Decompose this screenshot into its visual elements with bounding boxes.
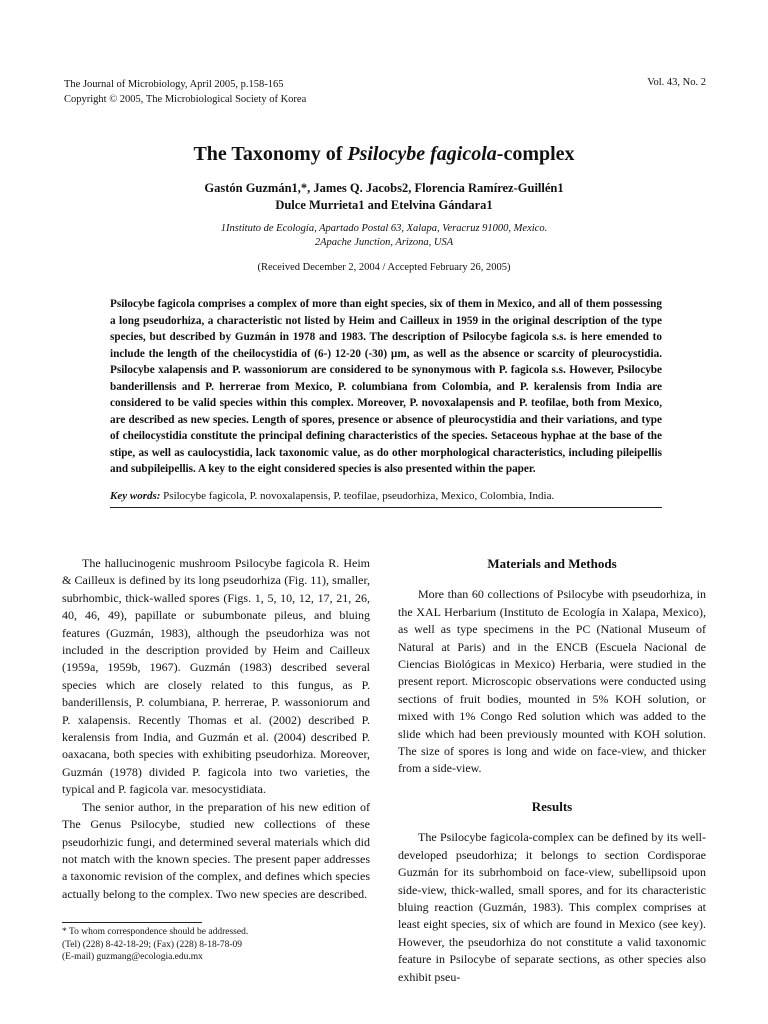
volume-number: Vol. 43, No. 2 [647, 77, 706, 88]
intro-paragraph-2: The senior author, in the preparation of his new edition of The Genus Psilocybe, studied new collections of these pseudorhizic fungi, and determined several materials which did not match with the known species. The present paper addresses a taxonomic revision of the complex, and defines which species actually belong to the complex. Two new species are described. [62, 799, 370, 901]
affiliations [0, 222, 768, 250]
received-dates: (Received December 2, 2004 / Accepted February 26, 2005) [257, 262, 511, 273]
keywords-label: Key words: [110, 490, 161, 502]
journal-citation [64, 77, 306, 107]
results-heading: Results [531, 798, 573, 814]
affiliation-1: 1Instituto de Ecología, Apartado Postal 63, Xalapa, Veracruz 91000, Mexico. [220, 223, 548, 234]
title-pre: The Taxonomy of [193, 143, 348, 165]
keywords-divider [110, 507, 662, 508]
affiliation-2: 2Apache Junction, Arizona, USA [314, 237, 454, 248]
results-paragraph: The Psilocybe fagicola-complex can be defined by its well-developed pseudorhiza; it belongs to section Cordisporae Guzmán for its subrhomboid on face-view, subellipsoid upon side-view, thick-walled, small spores, and for its characteristic bluing reaction (Guzmán, 1983). This complex comprises at least eight species, six of which are found in Mexico (see key). However, the pseudorhiza do not constitute a valid taxonomic feature in Psilocybe of separate sections, as other species also exhibit pseu- [398, 830, 706, 984]
footnote-line-3: (E-mail) guzmang@ecologia.edu.mx [62, 952, 203, 962]
footnote [62, 926, 372, 964]
copyright-line: Copyright © 2005, The Microbiological Society of Korea [64, 94, 307, 105]
methods-heading: Materials and Methods [487, 556, 617, 571]
footnote-line-1: * To whom correspondence should be addressed. [62, 927, 249, 937]
left-column [62, 555, 370, 903]
footnote-divider [62, 922, 202, 923]
methods-paragraph: More than 60 collections of Psilocybe with pseudorhiza, in the XAL Herbarium (Instituto de Ecología in Xalapa, Mexico), as well as type specimens in the PC (National Museum of Natural at Paris) and in the ENCB (Escuela Nacional de Ciencias Biológicas in Mexico) Herbaria, were studied in the present report. Microscopic observations were conducted using sections of fruit bodies, mounted in 5% KOH solution, or mixed with 1% Congo Red solution which was added to the slide which had been previously mounted with KOH solution. The size of spores is long and wide on face-view, and thicker from a side-view. [398, 587, 706, 776]
journal-line: The Journal of Microbiology, April 2005, p.158-165 [64, 79, 284, 90]
keywords [110, 489, 670, 504]
authors-line-2: Dulce Murrieta1 and Etelvina Gándara1 [275, 198, 493, 212]
keywords-list: Psilocybe fagicola, P. novoxalapensis, P. teofilae, pseudorhiza, Mexico, Colombia, India. [163, 490, 555, 502]
intro-paragraph-1: The hallucinogenic mushroom Psilocybe fagicola R. Heim & Cailleux is defined by its long pseudorhiza (Fig. 11), smaller, subrhombic, thick-walled spores (Figs. 1, 5, 10, 12, 17, 21, 26, 40, 46, 49), papillate or subumbonate pileus, and bluing features (Guzmán, 1983), although the pseudorhiza was not included in the description provided by Heim and Cailleux (1959a, 1959b, 1967). Guzmán (1983) described several species which are closely related to this fungus, as P. banderillensis, P. columbiana, P. herrerae, P. wassoniorum and P. xalapensis. Recently Thomas et al. (2002) described P. keralensis from India, and Guzmán et al. (2004) described P. oaxacana, both species with exhibiting pseudorhiza. Moreover, Guzmán (1978) divided P. fagicola into two varieties, the typical and P. fagicola var. mesocystidiata. [62, 556, 370, 797]
author-list [0, 180, 768, 214]
title-post: -complex [496, 143, 575, 165]
title-italic: Psilocybe fagicola [347, 143, 497, 165]
authors-line-1: Gastón Guzmán1,*, James Q. Jacobs2, Florencia Ramírez-Guillén1 [204, 181, 564, 195]
right-column [398, 555, 706, 986]
abstract-text: Psilocybe fagicola comprises a complex of more than eight species, six of them in Mexico, and all of them possessing a long pseudorhiza, a characteristic not listed by Heim and Cailleux in 1959 in the original description of the type species, but described by Guzmán in 1978 and 1983. The description of Psilocybe fagicola s.s. is here emended to include the length of the cheilocystidia of (6-) 12-20 (-30) µm, as well as the absence or scarcity of pleurocystidia. Psilocybe xalapensis and P. wassoniorum are considered to be synonymous with P. fagicola s.s. However, Psilocybe banderillensis and P. herrerae from Mexico, P. columbiana from Colombia, and P. keralensis from India are considered to be valid species within this complex. Moreover, P. novoxalapensis and P. teofilae, both from Mexico, are described as new species. Length of spores, presence or absence of pleurocystidia and their variations, and type of cheilocystidia constitute the principal defining characteristics of the species. Setaceous hyphae at the base of the stipe, as well as caulocystidia, lack taxonomic value, as do other morphological characteristics, including pileipellis and subpileipellis. A key to the eight considered species is also presented within the paper. [110, 298, 662, 475]
article-title [0, 143, 768, 166]
footnote-line-2: (Tel) (228) 8-42-18-29; (Fax) (228) 8-18-78-09 [62, 939, 243, 950]
